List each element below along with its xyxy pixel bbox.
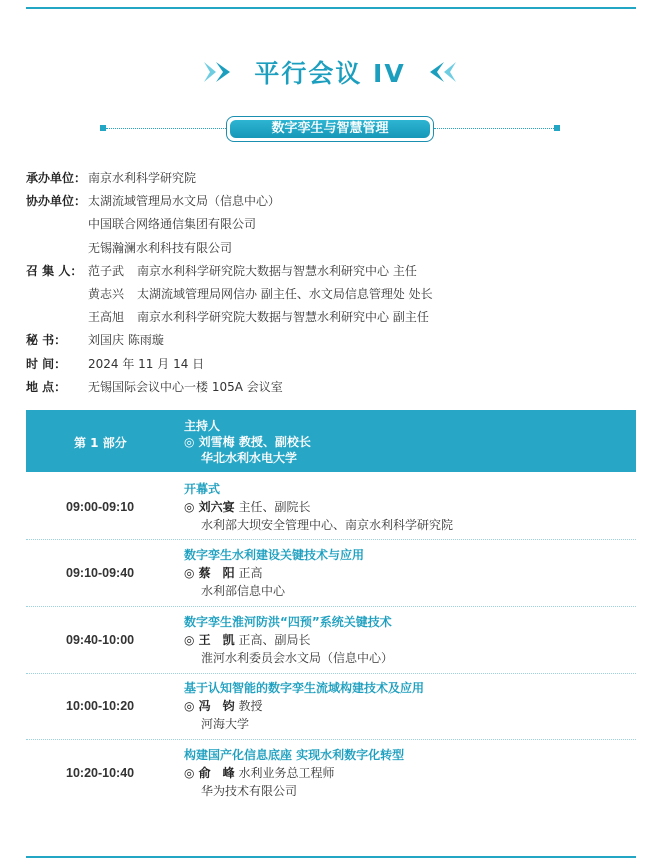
row-divider (26, 673, 636, 674)
convener-value (88, 309, 429, 325)
host-name: ◎ 刘雪梅 (184, 435, 235, 449)
agenda-title: 开幕式 (184, 482, 221, 496)
co-organizer-row (26, 240, 636, 263)
speaker-name: ◎ 刘六宴 (184, 500, 235, 514)
host-block (184, 418, 311, 466)
agenda-body (184, 746, 404, 800)
agenda-title: 数字孪生水利建设关键技术与应用 (184, 548, 365, 562)
agenda-title: 构建国产化信息底座 实现水利数字化转型 (184, 748, 405, 762)
host-line (184, 434, 311, 450)
agenda-body (184, 546, 364, 600)
speaker-role: 正高 (234, 566, 263, 580)
convener-name: 黄志兴 (88, 286, 125, 301)
convener-row (26, 309, 636, 332)
host-role: 教授、副校长 (234, 435, 311, 449)
host-org: 华北水利水电大学 (201, 451, 298, 465)
speaker-name: ◎ 王 凯 (184, 633, 235, 647)
bottom-rule (26, 856, 636, 858)
venue-row (26, 379, 636, 402)
banner-dot-right (554, 125, 560, 131)
agenda-speaker (184, 564, 364, 582)
co-organizer-value: 太湖流域管理局水文局（信息中心） (88, 194, 281, 209)
co-organizer-row (26, 216, 636, 239)
agenda-speaker (184, 631, 393, 649)
convener-row (26, 286, 636, 309)
agenda-time: 09:40-10:00 (66, 633, 135, 647)
speaker-org: 水利部大坝安全管理中心、南京水利科学研究院 (201, 518, 454, 532)
speaker-org: 淮河水利委员会水文局（信息中心） (201, 651, 394, 665)
venue-value: 无锡国际会议中心一楼 105A 会议室 (88, 379, 283, 394)
speaker-org: 河海大学 (201, 717, 250, 731)
organizer-row (26, 170, 636, 193)
speaker-role: 主任、副院长 (234, 500, 311, 514)
convener-desc: 太湖流域管理局网信办 副主任、水文局信息管理处 处长 (137, 286, 433, 301)
agenda-speaker (184, 764, 404, 782)
agenda-title: 数字孪生淮河防洪“四预”系统关键技术 (184, 615, 392, 629)
agenda-title: 基于认知智能的数字孪生流域构建技术及应用 (184, 681, 425, 695)
convener-value (88, 263, 417, 279)
agenda-time: 09:00-09:10 (66, 500, 135, 514)
venue-label: 地 点： (26, 379, 67, 394)
agenda-time: 10:00-10:20 (66, 699, 135, 713)
agenda-body (184, 679, 424, 733)
speaker-org: 华为技术有限公司 (201, 784, 298, 798)
secretary-label: 秘 书： (26, 333, 67, 348)
agenda-row (26, 480, 636, 538)
convener-value (88, 286, 433, 302)
agenda-row (26, 746, 636, 804)
agenda-time: 09:10-09:40 (66, 566, 135, 580)
host-title: 主持人 (184, 419, 221, 433)
part-label: 第 1 部分 (74, 436, 127, 450)
convener-row (26, 263, 636, 286)
organizer-label: 承办单位： (26, 171, 87, 185)
convener-label: 召 集 人： (26, 263, 83, 278)
speaker-name: ◎ 冯 钧 (184, 699, 235, 713)
time-value: 2024 年 11 月 14 日 (88, 356, 205, 371)
row-divider (26, 539, 636, 540)
secretary-row (26, 332, 636, 355)
row-divider (26, 606, 636, 607)
subtitle-text: 数字孪生与智慧管理 (230, 120, 430, 138)
subtitle-banner (100, 115, 560, 143)
speaker-role: 水利业务总工程师 (234, 766, 335, 780)
speaker-role: 正高、副局长 (234, 633, 311, 647)
chevron-left-icon (420, 60, 458, 84)
speaker-role: 教授 (234, 699, 263, 713)
co-organizer-value: 中国联合网络通信集团有限公司 (88, 217, 257, 232)
speaker-name: ◎ 蔡 阳 (184, 566, 235, 580)
banner-line-left (106, 128, 226, 129)
agenda-speaker (184, 498, 453, 516)
agenda-speaker (184, 697, 424, 715)
agenda-time: 10:20-10:40 (66, 766, 135, 780)
speaker-org: 水利部信息中心 (201, 584, 286, 598)
top-rule (26, 7, 636, 9)
convener-name: 范子武 (88, 263, 125, 278)
organizer-value: 南京水利科学研究院 (88, 171, 197, 185)
meeting-info (26, 170, 636, 402)
chevron-right-icon (202, 60, 240, 84)
time-row (26, 356, 636, 379)
secretary-value: 刘国庆 陈雨璇 (88, 333, 164, 348)
agenda-row (26, 613, 636, 671)
subtitle-pill (226, 116, 434, 142)
convener-name: 王高旭 (88, 310, 125, 325)
co-organizer-label: 协办单位： (26, 194, 87, 209)
agenda-row (26, 546, 636, 604)
time-label: 时 间： (26, 356, 67, 371)
agenda-body (184, 480, 453, 534)
convener-desc: 南京水利科学研究院大数据与智慧水利研究中心 副主任 (137, 310, 429, 325)
page-title: 平行会议 IV (254, 59, 406, 88)
convener-desc: 南京水利科学研究院大数据与智慧水利研究中心 主任 (137, 263, 417, 278)
speaker-name: ◎ 俞 峰 (184, 766, 235, 780)
agenda-row (26, 679, 636, 737)
banner-line-right (434, 128, 554, 129)
part-header (26, 410, 636, 472)
row-divider (26, 739, 636, 740)
agenda-body (184, 613, 393, 667)
co-organizer-value: 无锡瀚澜水利科技有限公司 (88, 240, 233, 255)
title-row (0, 52, 660, 92)
co-organizer-row (26, 193, 636, 216)
